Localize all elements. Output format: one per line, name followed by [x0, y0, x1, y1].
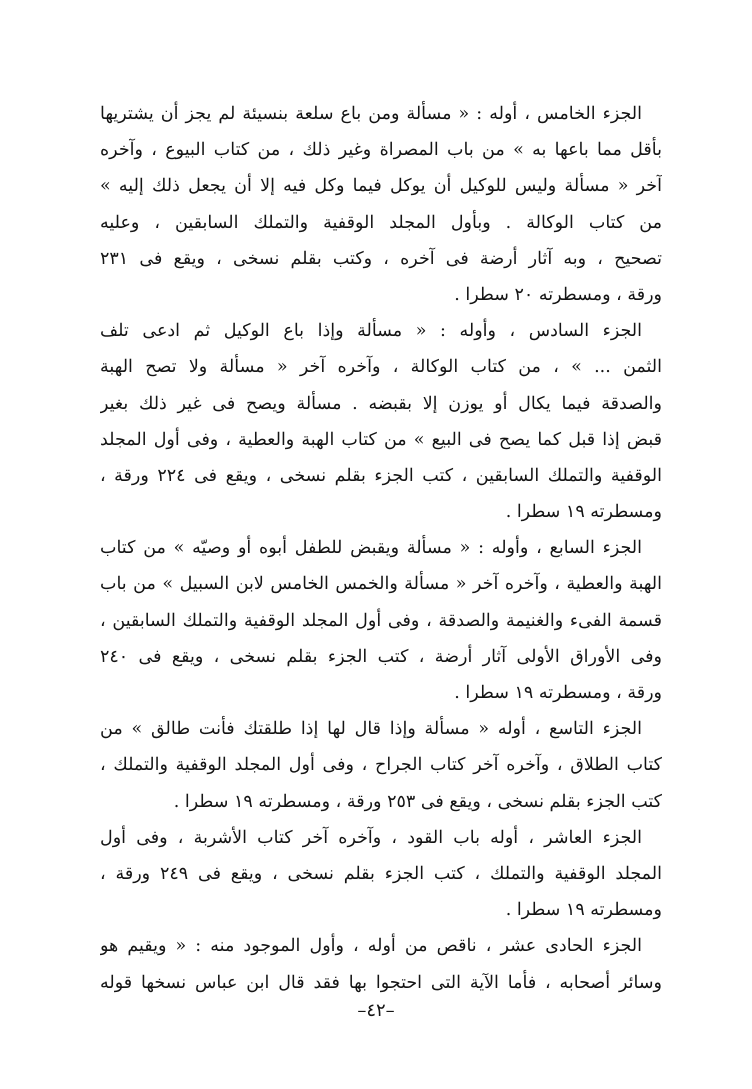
paragraph-part-5: [100, 96, 662, 313]
paragraph-part-10: [100, 820, 662, 929]
body-text: [100, 96, 662, 1001]
text-line: تصحيح ، وبه آثار أرضة فى آخره ، وكتب بقلم نسخى ، ويقع فى ٢٣١: [100, 248, 662, 269]
text-line: قبض إذا قبل كما يصح فى البيع » من كتاب الهبة والعطية ، وفى أول المجلد: [100, 429, 662, 450]
text-line: الجزء الحادى عشر ، ناقص من أوله ، وأول الموجود منه : « ويقيم هو: [100, 936, 642, 957]
text-line: ومسطرته ١٩ سطرا .: [505, 900, 662, 921]
text-line: الوقفية والتملك السابقين ، كتب الجزء بقلم نسخى ، ويقع فى ٢٢٤ ورقة ،: [100, 465, 662, 486]
text-line: الجزء العاشر ، أوله باب القود ، وآخره آخر كتاب الأشربة ، وفى أول: [100, 827, 642, 848]
text-line: الجزء الخامس ، أوله : « مسألة ومن باع سلعة بنسيئة لم يجز أن يشتريها: [100, 104, 642, 124]
paragraph-part-7: [100, 530, 662, 711]
text-line: وفى الأوراق الأولى آثار أرضة ، كتب الجزء بقلم نسخى ، ويقع فى ٢٤٠: [100, 646, 662, 667]
text-line: من كتاب الوكالة . وبأول المجلد الوقفية والتملك السابقين ، وعليه: [100, 212, 662, 233]
text-line: المجلد الوقفية والتملك ، كتب الجزء بقلم نسخى ، ويقع فى ٢٤٩ ورقة ،: [100, 863, 662, 884]
paragraph-part-9: [100, 711, 662, 820]
text-line: قسمة الفىء والغنيمة والصدقة ، وفى أول المجلد الوقفية والتملك السابقين ،: [100, 610, 662, 631]
text-line: ومسطرته ١٩ سطرا .: [505, 502, 662, 523]
paragraph-part-6: [100, 313, 662, 530]
text-line: كتب الجزء بقلم نسخى ، ويقع فى ٢٥٣ ورقة ، ومسطرته ١٩ سطرا .: [173, 791, 662, 812]
text-line: بأقل مما باعها به » من باب المصراة وغير ذلك ، من كتاب البيوع ، وآخره: [100, 140, 662, 161]
text-line: ورقة ، ومسطرته ١٩ سطرا .: [454, 683, 662, 703]
text-line: آخر « مسألة وليس للوكيل أن يوكل فيما وكل فيه إلا أن يجعل ذلك إليه »: [100, 176, 662, 197]
text-line: الجزء السادس ، وأوله : « مسألة وإذا باع الوكيل ثم ادعى تلف: [100, 321, 642, 342]
text-line: الهبة والعطية ، وآخره آخر « مسألة والخمس الخامس لابن السبيل » من باب: [100, 574, 662, 595]
text-line: وسائر أصحابه ، فأما الآية التى احتجوا بها فقد قال ابن عباس نسخها قوله: [100, 972, 662, 993]
text-line: الجزء التاسع ، أوله « مسألة وإذا قال لها إذا طلقتك فأنت طالق » من: [100, 719, 642, 740]
paragraph-part-11: [100, 928, 662, 1000]
page-number: –٤٢–: [357, 1000, 395, 1021]
text-line: والصدقة فيما يكال أو يوزن إلا بقبضه . مسألة ويصح فى غير ذلك بغير: [100, 393, 662, 414]
text-line: كتاب الطلاق ، وآخره آخر كتاب الجراح ، وفى أول المجلد الوقفية والتملك ،: [100, 755, 662, 776]
text-line: ورقة ، ومسطرته ٢٠ سطرا .: [454, 284, 662, 305]
text-line: الجزء السابع ، وأوله : « مسألة ويقبض للطفل أبوه أو وصيّه » من كتاب: [100, 538, 642, 559]
text-line: الثمن ... » ، من كتاب الوكالة ، وآخره آخر « مسألة ولا تصح الهبة: [100, 357, 662, 378]
